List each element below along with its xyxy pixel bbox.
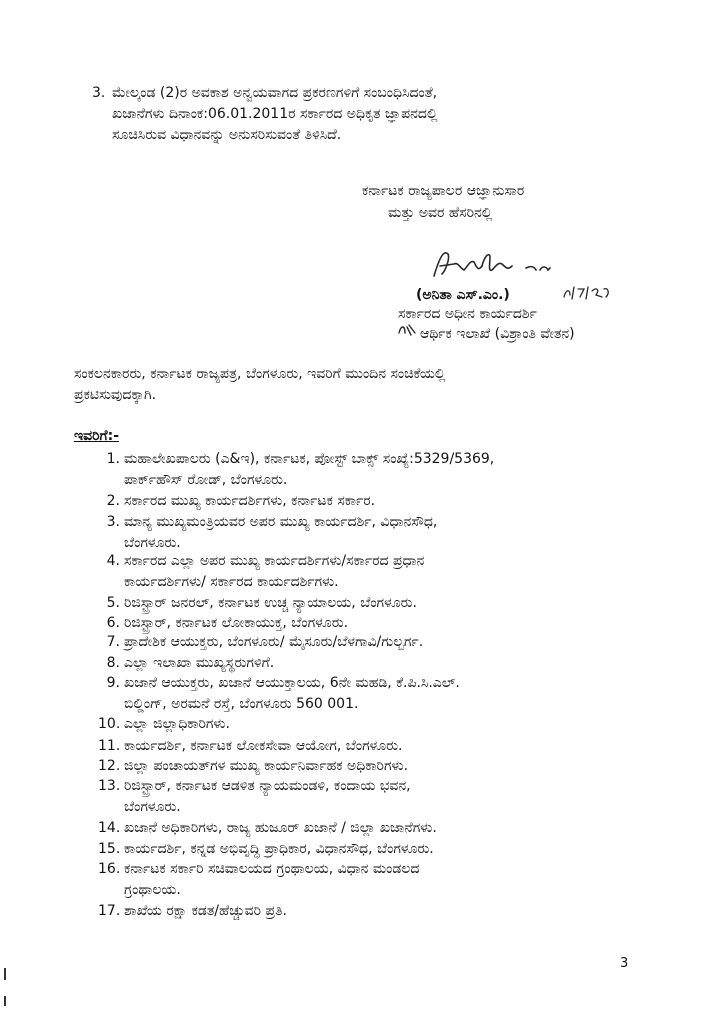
compilers-note-line-1: ಸಂಕಲನಕಾರರು, ಕರ್ನಾಟಕ ರಾಜ್ಯಪತ್ರ, ಬೆಂಗಳೂರು, ಇವರಿಗೆ ಮುಂದಿನ ಸಂಚಿಕೆಯಲ್ಲಿ — [74, 366, 446, 382]
compilers-note-line-2: ಪ್ರಕಟಿಸುವುದಕ್ಕಾಗಿ. — [74, 387, 157, 403]
signature-date-initials — [562, 283, 612, 307]
order-line-2: ಮತ್ತು ಅವರ ಹೆಸರಿನಲ್ಲಿ — [388, 205, 493, 221]
paragraph-number: 3. — [92, 85, 106, 101]
page-number: 3 — [620, 956, 629, 971]
order-line-1: ಕರ್ನಾಟಕ ರಾಜ್ಯಪಾಲರ ಆಜ್ಞಾನುಸಾರ — [362, 183, 525, 199]
handwritten-signature — [430, 248, 560, 282]
signatory-name: (ಅನಿತಾ ಎಸ್.ಎಂ.) — [416, 287, 510, 303]
signatory-designation-1: ಸರ್ಕಾರದ ಅಧೀನ ಕಾರ್ಯದರ್ಶಿ — [398, 306, 537, 322]
recipients-heading: ಇವರಿಗೆ:- — [74, 428, 120, 444]
paragraph-line-1: ಮೇಲ್ಕಂಡ (2)ರ ಅವಕಾಶ ಅನ್ವಯವಾಗದ ಪ್ರಕರಣಗಳಿಗೆ ಸಂಬಂಧಿಸಿದಂತೆ, — [112, 85, 438, 101]
initials-mark — [397, 321, 419, 343]
paragraph-line-2: ಖಜಾನೆಗಳು ದಿನಾಂಕ:06.01.2011ರ ಸರ್ಕಾರದ ಅಧಿಕೃತ ಜ್ಞಾಪನದಲ್ಲಿ — [112, 106, 438, 122]
signatory-designation-2: ಆರ್ಥಿಕ ಇಲಾಖೆ (ವಿಶ್ರಾಂತಿ ವೇತನ) — [420, 326, 575, 342]
scan-edge-mark — [4, 996, 6, 1006]
scan-edge-mark — [4, 968, 6, 980]
paragraph-line-3: ಸೂಚಿಸಿರುವ ವಿಧಾನವನ್ನು ಅನುಸರಿಸುವಂತೆ ತಿಳಿಸಿದೆ. — [112, 127, 342, 143]
